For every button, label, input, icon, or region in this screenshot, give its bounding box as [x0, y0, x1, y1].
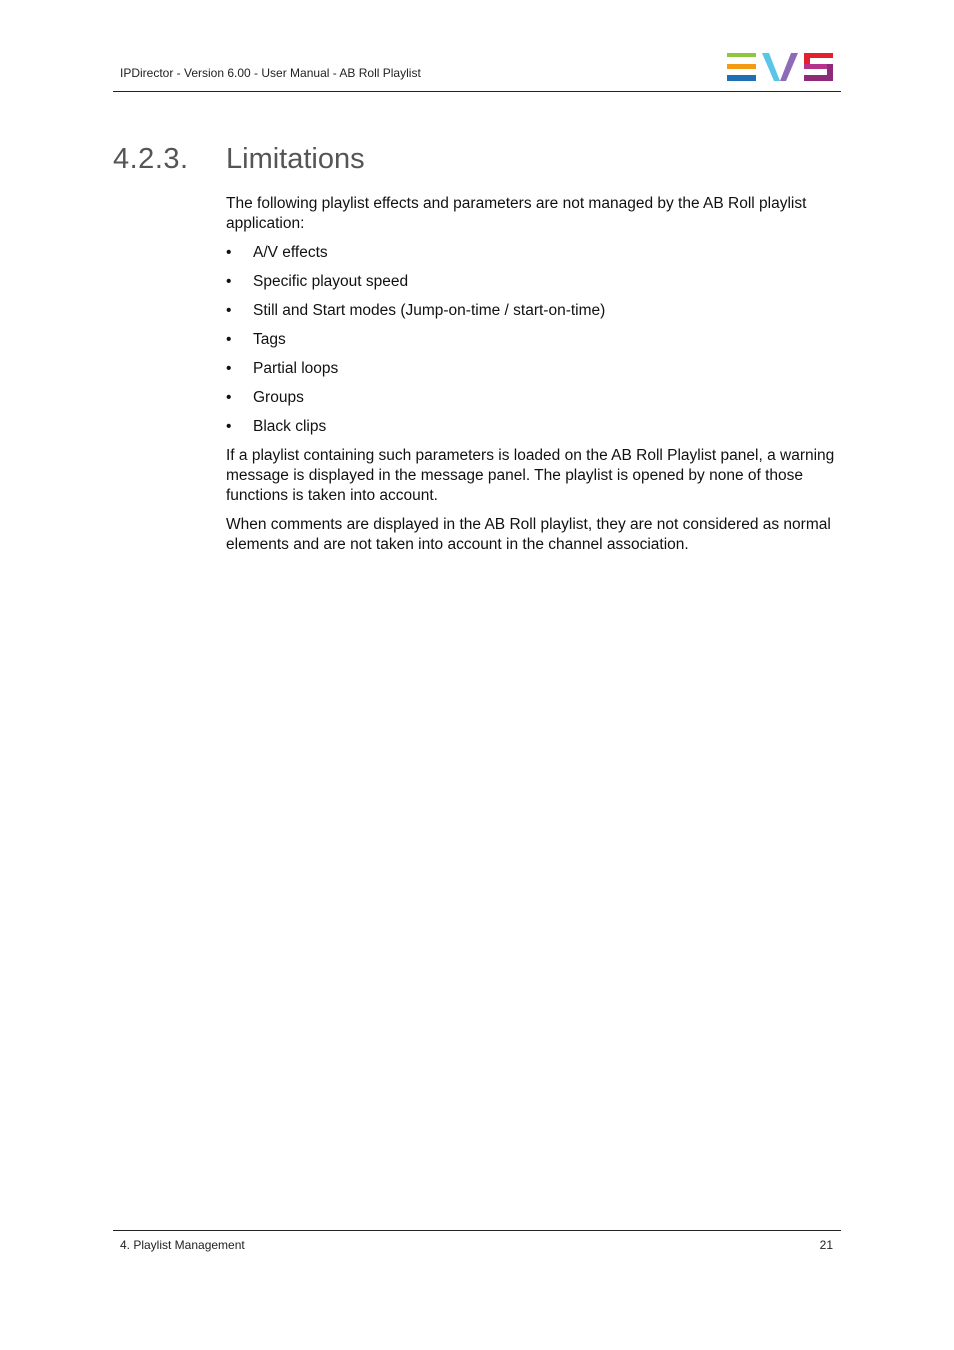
list-item	[226, 272, 841, 292]
logo-e-middle-bar	[727, 64, 756, 69]
bullet-icon: •	[226, 389, 232, 406]
limitations-list	[226, 243, 841, 437]
page-number: 21	[819, 1238, 833, 1252]
list-item-text: Specific playout speed	[253, 273, 409, 290]
list-item	[226, 417, 841, 437]
section-title: Limitations	[226, 143, 365, 175]
warning-paragraph: If a playlist containing such parameters is loaded on the AB Roll Playlist panel, a warning message is displayed in the message panel. The playlist is opened by none of those functions is taken into account.	[226, 447, 835, 504]
page-footer	[113, 1230, 841, 1261]
list-item	[226, 359, 841, 379]
evs-logo	[727, 53, 833, 81]
list-item	[226, 330, 841, 350]
list-item	[226, 388, 841, 408]
list-item-text: Tags	[253, 331, 286, 348]
logo-e-top-bar	[727, 53, 756, 57]
list-item	[226, 301, 841, 321]
bullet-icon: •	[226, 331, 232, 348]
logo-e-bottom-bar	[727, 75, 756, 81]
bullet-icon: •	[226, 273, 232, 290]
bullet-icon: •	[226, 302, 232, 319]
page-header	[113, 46, 841, 92]
list-item-text: A/V effects	[253, 244, 328, 261]
list-item	[226, 243, 841, 263]
header-title: IPDirector - Version 6.00 - User Manual - AB Roll Playlist	[120, 66, 421, 80]
section-number: 4.2.3.	[113, 143, 189, 175]
section-content	[226, 194, 841, 564]
list-item-text: Still and Start modes (Jump-on-time / start-on-time)	[253, 302, 606, 319]
logo-v-right	[780, 53, 798, 81]
bullet-icon: •	[226, 244, 232, 261]
comments-paragraph: When comments are displayed in the AB Roll playlist, they are not considered as normal elements and are not taken into account in the channel association.	[226, 516, 831, 553]
logo-v-left	[762, 53, 780, 81]
list-item-text: Black clips	[253, 418, 327, 435]
logo-s-bottom	[804, 75, 833, 81]
list-item-text: Groups	[253, 389, 304, 406]
bullet-icon: •	[226, 418, 232, 435]
intro-paragraph: The following playlist effects and parameters are not managed by the AB Roll playlist application:	[226, 195, 807, 232]
footer-chapter: 4. Playlist Management	[120, 1238, 245, 1252]
list-item-text: Partial loops	[253, 360, 339, 377]
bullet-icon: •	[226, 360, 232, 377]
